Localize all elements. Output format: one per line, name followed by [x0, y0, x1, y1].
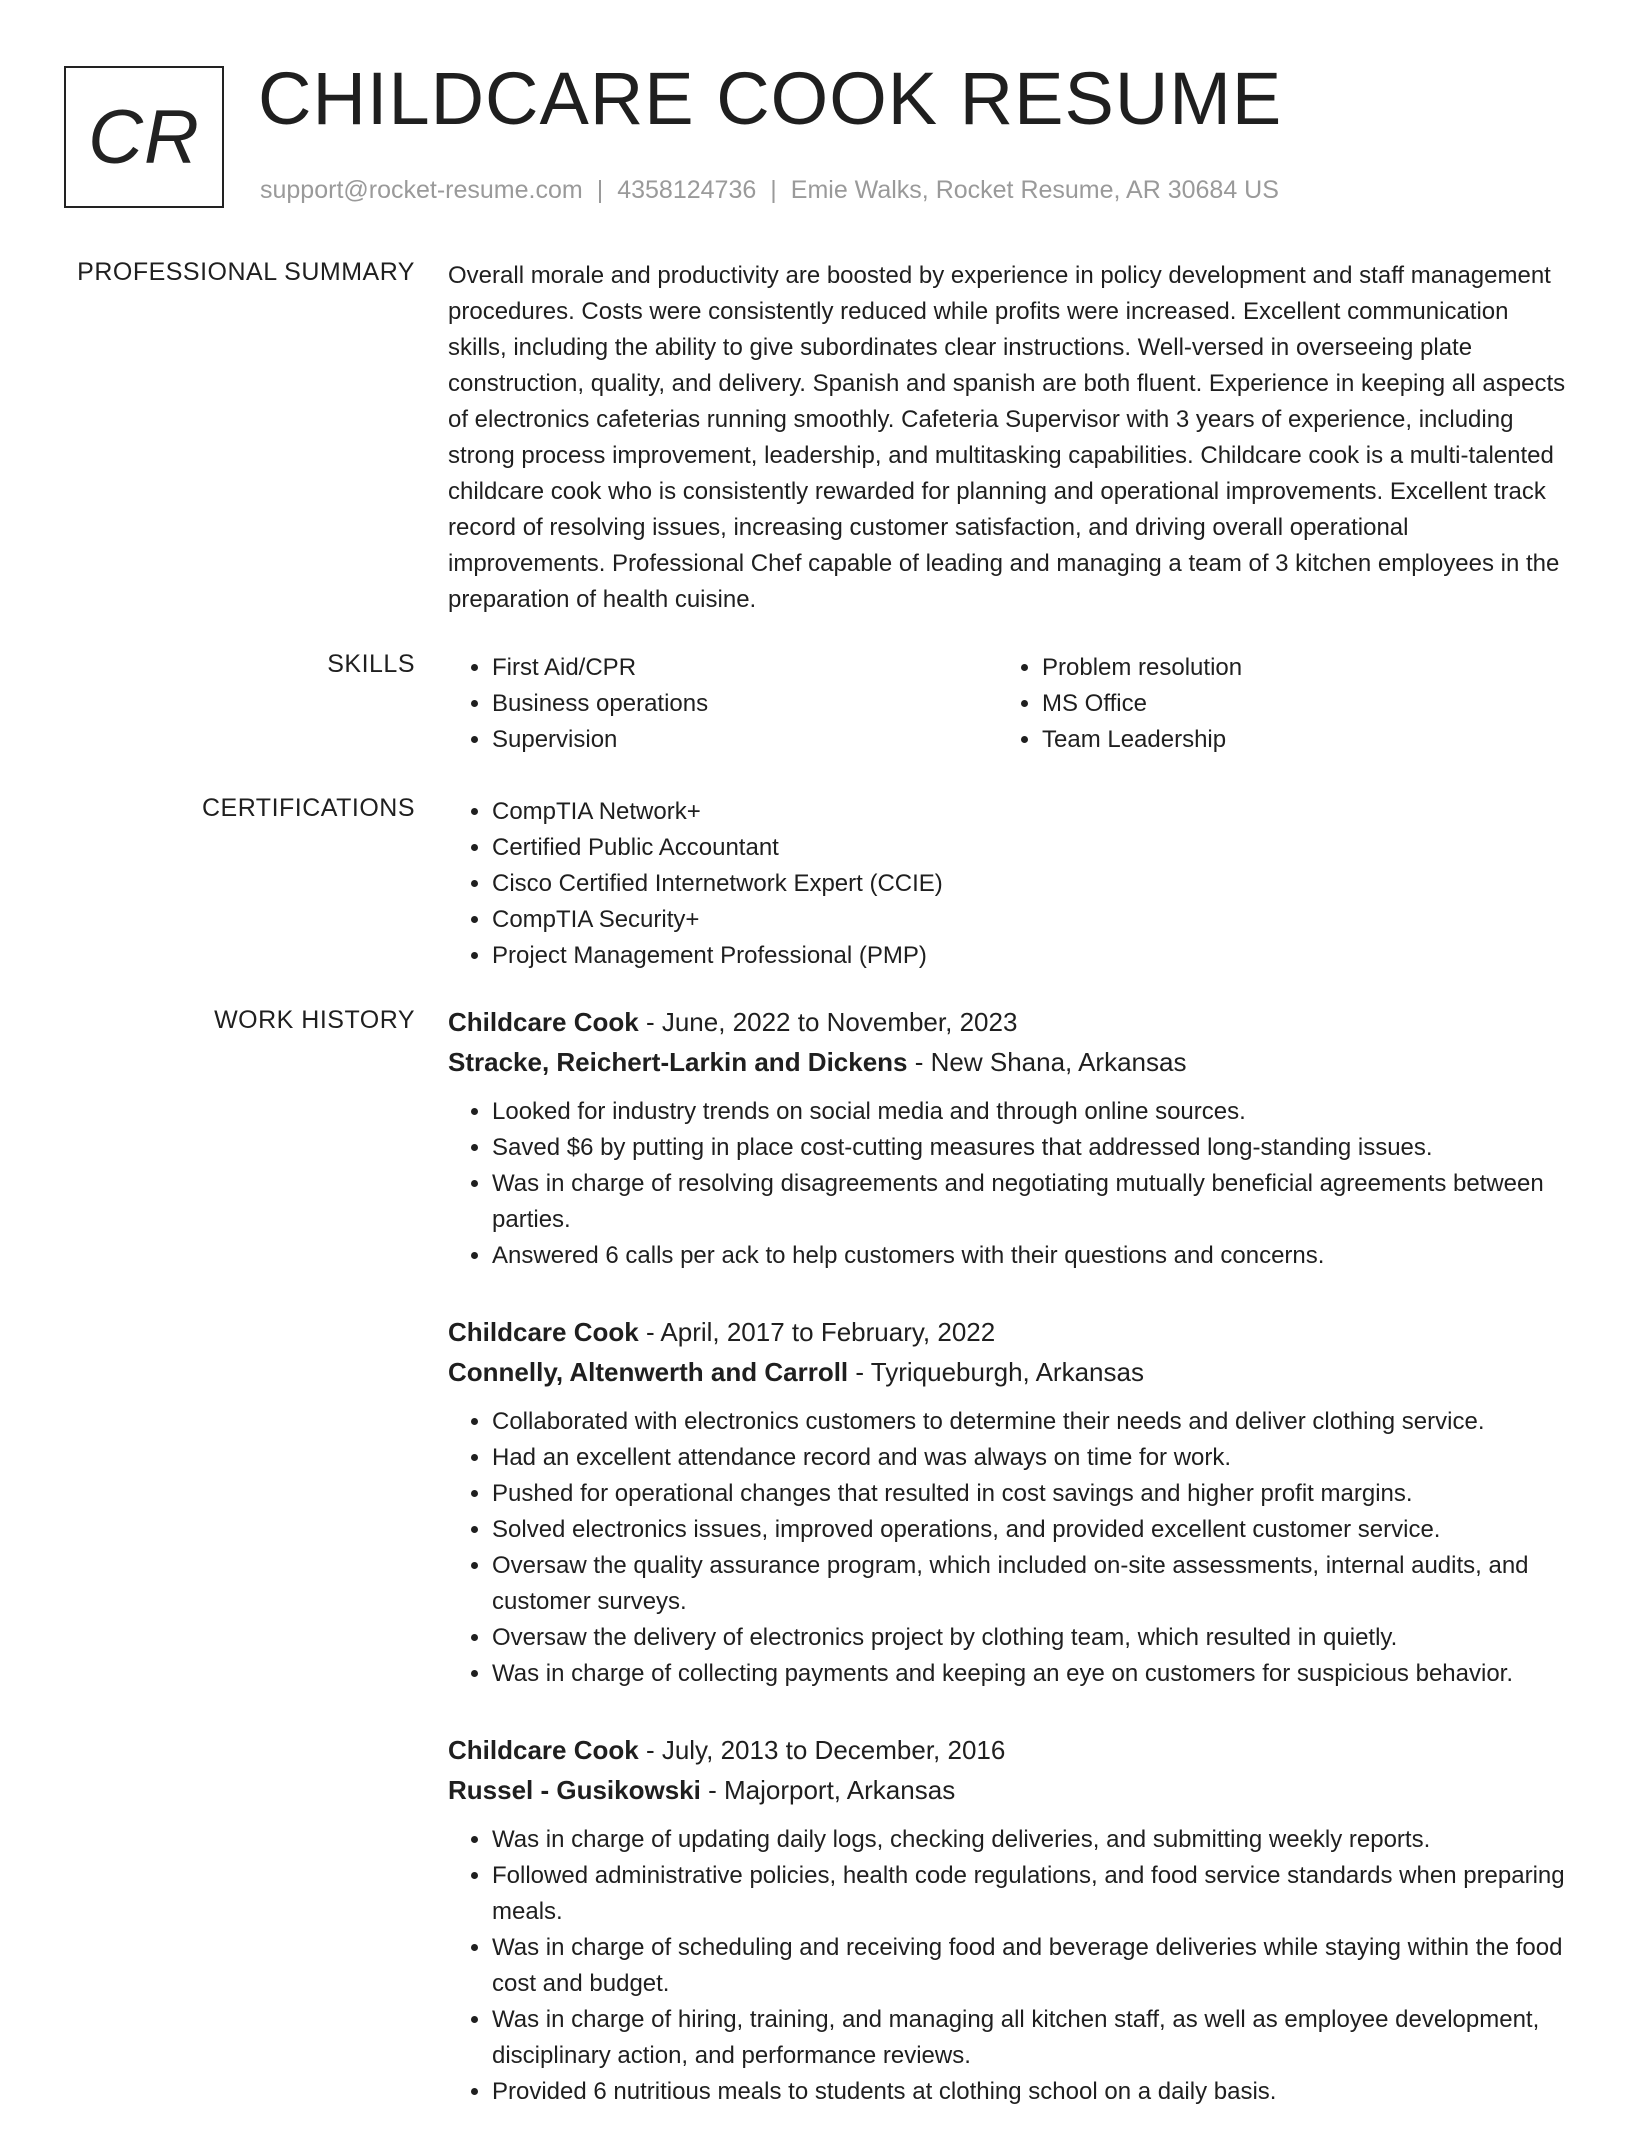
summary-body: [448, 258, 1568, 618]
work-history-heading: WORK HISTORY: [214, 1006, 415, 1034]
job-bullet: • Pushed for operational changes that resulted in cost savings and higher profit margins.: [492, 1476, 1568, 1512]
certifications-body: [448, 794, 1568, 974]
job-bullet: • Had an excellent attendance record and was always on time for work.: [492, 1440, 1568, 1476]
skills-grid: [448, 650, 1568, 758]
certification-item: • CompTIA Network+: [492, 794, 1568, 830]
job-dates: - June, 2022 to November, 2023: [638, 1007, 1018, 1037]
job-company-line: [448, 1352, 1568, 1392]
contact-phone: 4358124736: [617, 176, 757, 204]
certification-item: • Project Management Professional (PMP): [492, 938, 1568, 974]
job-bullet: • Saved $6 by putting in place cost-cutting measures that addressed long-standing issues.: [492, 1130, 1568, 1166]
job-title: Childcare Cook: [448, 1007, 639, 1037]
job-bullet: • Oversaw the quality assurance program, which included on-site assessments, internal audits, and customer surveys.: [492, 1548, 1568, 1620]
contact-address: Emie Walks, Rocket Resume, AR 30684 US: [790, 176, 1279, 204]
initials-text: CR: [88, 94, 200, 180]
job-bullets: [448, 1404, 1568, 1692]
skill-item: • First Aid/CPR: [492, 650, 998, 686]
job-company-line: [448, 1042, 1568, 1082]
skill-item: • Problem resolution: [1042, 650, 1548, 686]
job-bullet: • Was in charge of hiring, training, and managing all kitchen staff, as well as employee development, disciplinary action, and performance reviews.: [492, 2002, 1568, 2074]
initials-monogram: [64, 66, 224, 208]
contact-separator: |: [596, 176, 604, 204]
job-bullet: • Looked for industry trends on social media and through online sources.: [492, 1094, 1568, 1130]
skills-body: [448, 650, 1568, 758]
contact-line: [260, 176, 1279, 205]
job-bullet: • Provided 6 nutritious meals to students at clothing school on a daily basis.: [492, 2074, 1568, 2110]
certification-item: • Cisco Certified Internetwork Expert (CCIE): [492, 866, 1568, 902]
skill-item: • Business operations: [492, 686, 998, 722]
job-location: - Majorport, Arkansas: [700, 1775, 956, 1805]
skills-column-left: [448, 650, 998, 758]
certification-item: • CompTIA Security+: [492, 902, 1568, 938]
job-dates: - July, 2013 to December, 2016: [638, 1735, 1006, 1765]
job-entry: [448, 1312, 1568, 1692]
skills-heading: SKILLS: [327, 650, 415, 678]
certifications-list: [448, 794, 1568, 974]
job-bullet: • Oversaw the delivery of electronics project by clothing team, which resulted in quietly.: [492, 1620, 1568, 1656]
job-title: Childcare Cook: [448, 1317, 639, 1347]
job-bullet: • Was in charge of scheduling and receiving food and beverage deliveries while staying within the food cost and budget.: [492, 1930, 1568, 2002]
job-bullet: • Was in charge of resolving disagreements and negotiating mutually beneficial agreements between parties.: [492, 1166, 1568, 1238]
job-location: - New Shana, Arkansas: [907, 1047, 1187, 1077]
job-dates: - April, 2017 to February, 2022: [638, 1317, 996, 1347]
job-title-line: [448, 1312, 1568, 1352]
skill-item: • Team Leadership: [1042, 722, 1548, 758]
job-bullet: • Followed administrative policies, health code regulations, and food service standards when preparing meals.: [492, 1858, 1568, 1930]
job-bullet: • Answered 6 calls per ack to help customers with their questions and concerns.: [492, 1238, 1568, 1274]
resume-title: CHILDCARE COOK RESUME: [258, 57, 1283, 140]
job-bullets: [448, 1094, 1568, 1274]
job-company: Russel - Gusikowski: [448, 1775, 701, 1805]
job-title: Childcare Cook: [448, 1735, 639, 1765]
job-company: Stracke, Reichert-Larkin and Dickens: [448, 1047, 908, 1077]
skills-list-right: [998, 650, 1548, 758]
job-company-line: [448, 1770, 1568, 1810]
skills-list-left: [448, 650, 998, 758]
summary-text: Overall morale and productivity are boosted by experience in policy development and staff management procedures. Costs were consistently reduced while profits were increased. Excellent communication skills, including the ability to give subordinates clear instructions. Well-versed in overseeing plate construction, quality, and delivery. Spanish and spanish are both fluent. Experience in keeping all aspects of electronics cafeterias running smoothly. Cafeteria Supervisor with 3 years of experience, including strong process improvement, leadership, and multitasking capabilities. Childcare cook is a multi-talented childcare cook who is consistently rewarded for planning and operational improvements. Excellent track record of resolving issues, increasing customer satisfaction, and driving overall operational improvements. Professional Chef capable of leading and managing a team of 3 kitchen employees in the preparation of health cuisine.: [448, 262, 1566, 613]
skills-column-right: [998, 650, 1548, 758]
job-entry: [448, 1002, 1568, 1274]
job-bullet: • Collaborated with electronics customers to determine their needs and deliver clothing service.: [492, 1404, 1568, 1440]
job-bullet: • Was in charge of collecting payments and keeping an eye on customers for suspicious behavior.: [492, 1656, 1568, 1692]
work-history-body: [448, 1002, 1568, 2148]
summary-heading: PROFESSIONAL SUMMARY: [77, 258, 415, 286]
job-title-line: [448, 1730, 1568, 1770]
certifications-heading: CERTIFICATIONS: [201, 794, 415, 822]
contact-email: support@rocket-resume.com: [260, 176, 583, 204]
job-location: - Tyriqueburgh, Arkansas: [848, 1357, 1144, 1387]
job-company: Connelly, Altenwerth and Carroll: [448, 1357, 849, 1387]
job-bullet: • Solved electronics issues, improved operations, and provided excellent customer service.: [492, 1512, 1568, 1548]
job-title-line: [448, 1002, 1568, 1042]
job-bullet: • Was in charge of updating daily logs, checking deliveries, and submitting weekly reports.: [492, 1822, 1568, 1858]
skill-item: • MS Office: [1042, 686, 1548, 722]
skill-item: • Supervision: [492, 722, 998, 758]
job-bullets: [448, 1822, 1568, 2110]
certification-item: • Certified Public Accountant: [492, 830, 1568, 866]
contact-separator: |: [770, 176, 777, 204]
job-entry: [448, 1730, 1568, 2110]
